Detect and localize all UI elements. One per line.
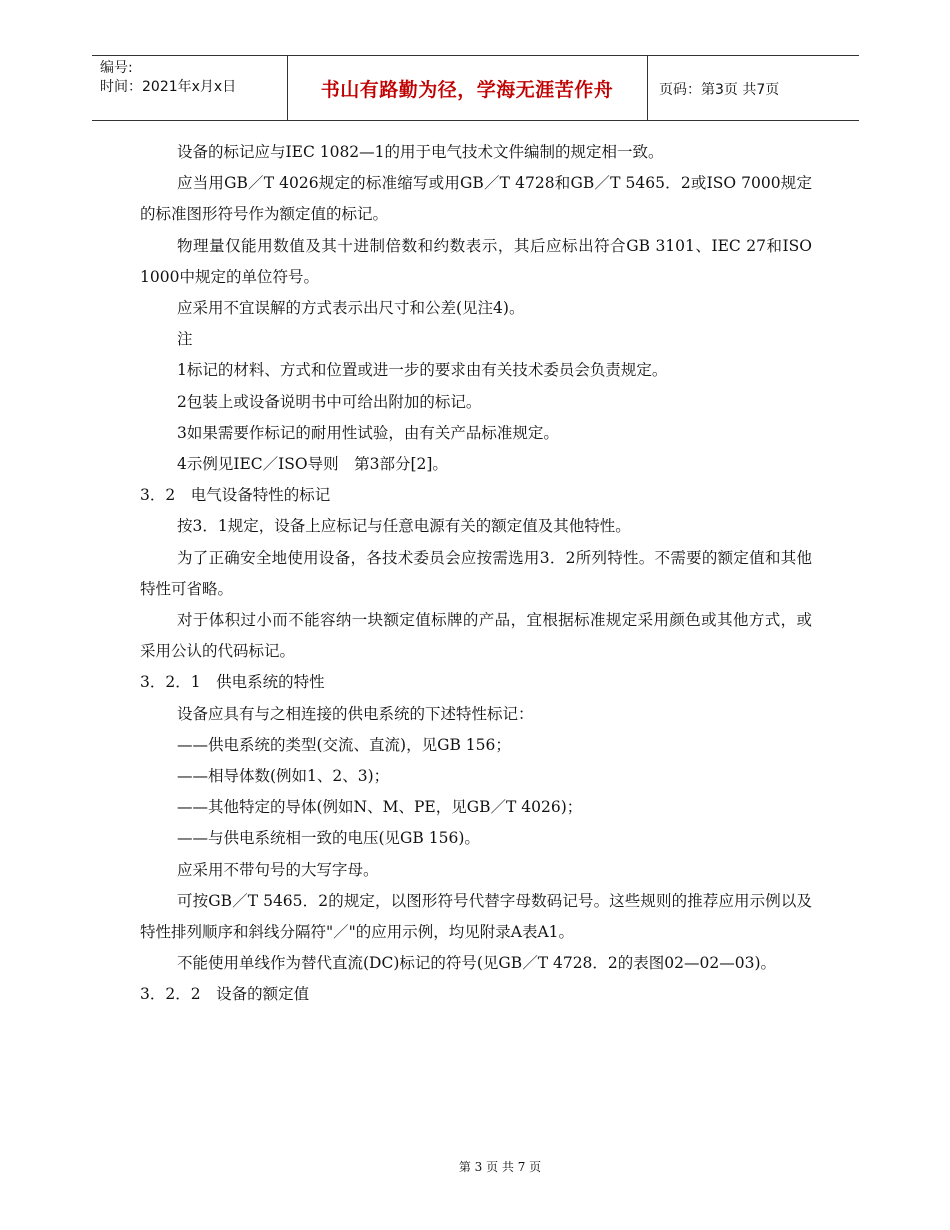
paragraph: 应采用不带句号的大写字母。 xyxy=(177,860,379,879)
list-item: ——相导体数(例如1、2、3)； xyxy=(177,767,390,786)
note-item: 4示例见IEC／ISO导则 第3部分[2]。 xyxy=(177,455,448,474)
section-heading: 3．2．1 供电系统的特性 xyxy=(140,673,325,692)
paragraph: 可按GB／T 5465．2的规定，以图形符号代替字母数码记号。这些规则的推荐应用示例以及特性排列顺序和斜线分隔符"／"的应用示例，均见附录A表A1。 xyxy=(140,891,812,942)
header-meta xyxy=(100,59,236,97)
note-item: 3如果需要作标记的耐用性试验，由有关产品标准规定。 xyxy=(177,423,559,442)
header-number: 编号: xyxy=(100,60,133,76)
section-heading: 3．2 电气设备特性的标记 xyxy=(140,486,331,505)
paragraph: 按3．1规定，设备上应标记与任意电源有关的额定值及其他特性。 xyxy=(177,517,631,536)
list-item: ——其他特定的导体(例如N、M、PE，见GB／T 4026)； xyxy=(177,798,583,817)
header-bottom-rule xyxy=(92,120,859,121)
page-header xyxy=(92,55,859,121)
paragraph: 为了正确安全地使用设备，各技术委员会应按需选用3．2所列特性。不需要的额定值和其他特性可省略。 xyxy=(140,548,812,598)
header-divider-right xyxy=(647,55,648,121)
header-time: 时间：2021年x月x日 xyxy=(100,79,237,95)
header-page-number: 页码：第3页 共7页 xyxy=(659,82,780,98)
note-item: 2包装上或设备说明书中可给出附加的标记。 xyxy=(177,392,482,411)
section-heading: 3．2．2 设备的额定值 xyxy=(140,985,310,1004)
header-top-rule xyxy=(92,55,859,56)
paragraph: 对于体积过小而不能容纳一块额定值标牌的产品，宜根据标准规定采用颜色或其他方式，或采用公认的代码标记。 xyxy=(140,611,812,661)
paragraph: 应当用GB／T 4026规定的标准缩写或用GB／T 4728和GB／T 5465．2或ISO 7000规定的标准图形符号作为额定值的标记。 xyxy=(140,174,812,224)
list-item: ——与供电系统相一致的电压(见GB 156)。 xyxy=(177,829,480,848)
paragraph: 不能使用单线作为替代直流(DC)标记的符号(见GB／T 4728．2的表图02—02—03)。 xyxy=(177,954,776,973)
paragraph: 物理量仅能用数值及其十进制倍数和约数表示，其后应标出符合GB 3101、IEC 27和ISO 1000中规定的单位符号。 xyxy=(140,236,812,286)
paragraph: 应采用不宜误解的方式表示出尺寸和公差(见注4)。 xyxy=(177,299,525,318)
page-footer: 第 3 页 共 7 页 xyxy=(458,1160,542,1174)
header-motto: 书山有路勤为径，学海无涯苦作舟 xyxy=(320,79,614,101)
note-item: 1标记的材料、方式和位置或进一步的要求由有关技术委员会负责规定。 xyxy=(177,361,668,380)
note-heading: 注 xyxy=(177,330,193,349)
list-item: ——供电系统的类型(交流、直流)，见GB 156； xyxy=(177,735,511,754)
paragraph: 设备应具有与之相连接的供电系统的下述特性标记： xyxy=(177,704,534,723)
document-body xyxy=(140,137,812,1011)
paragraph: 设备的标记应与IEC 1082—1的用于电气技术文件编制的规定相一致。 xyxy=(177,143,664,161)
